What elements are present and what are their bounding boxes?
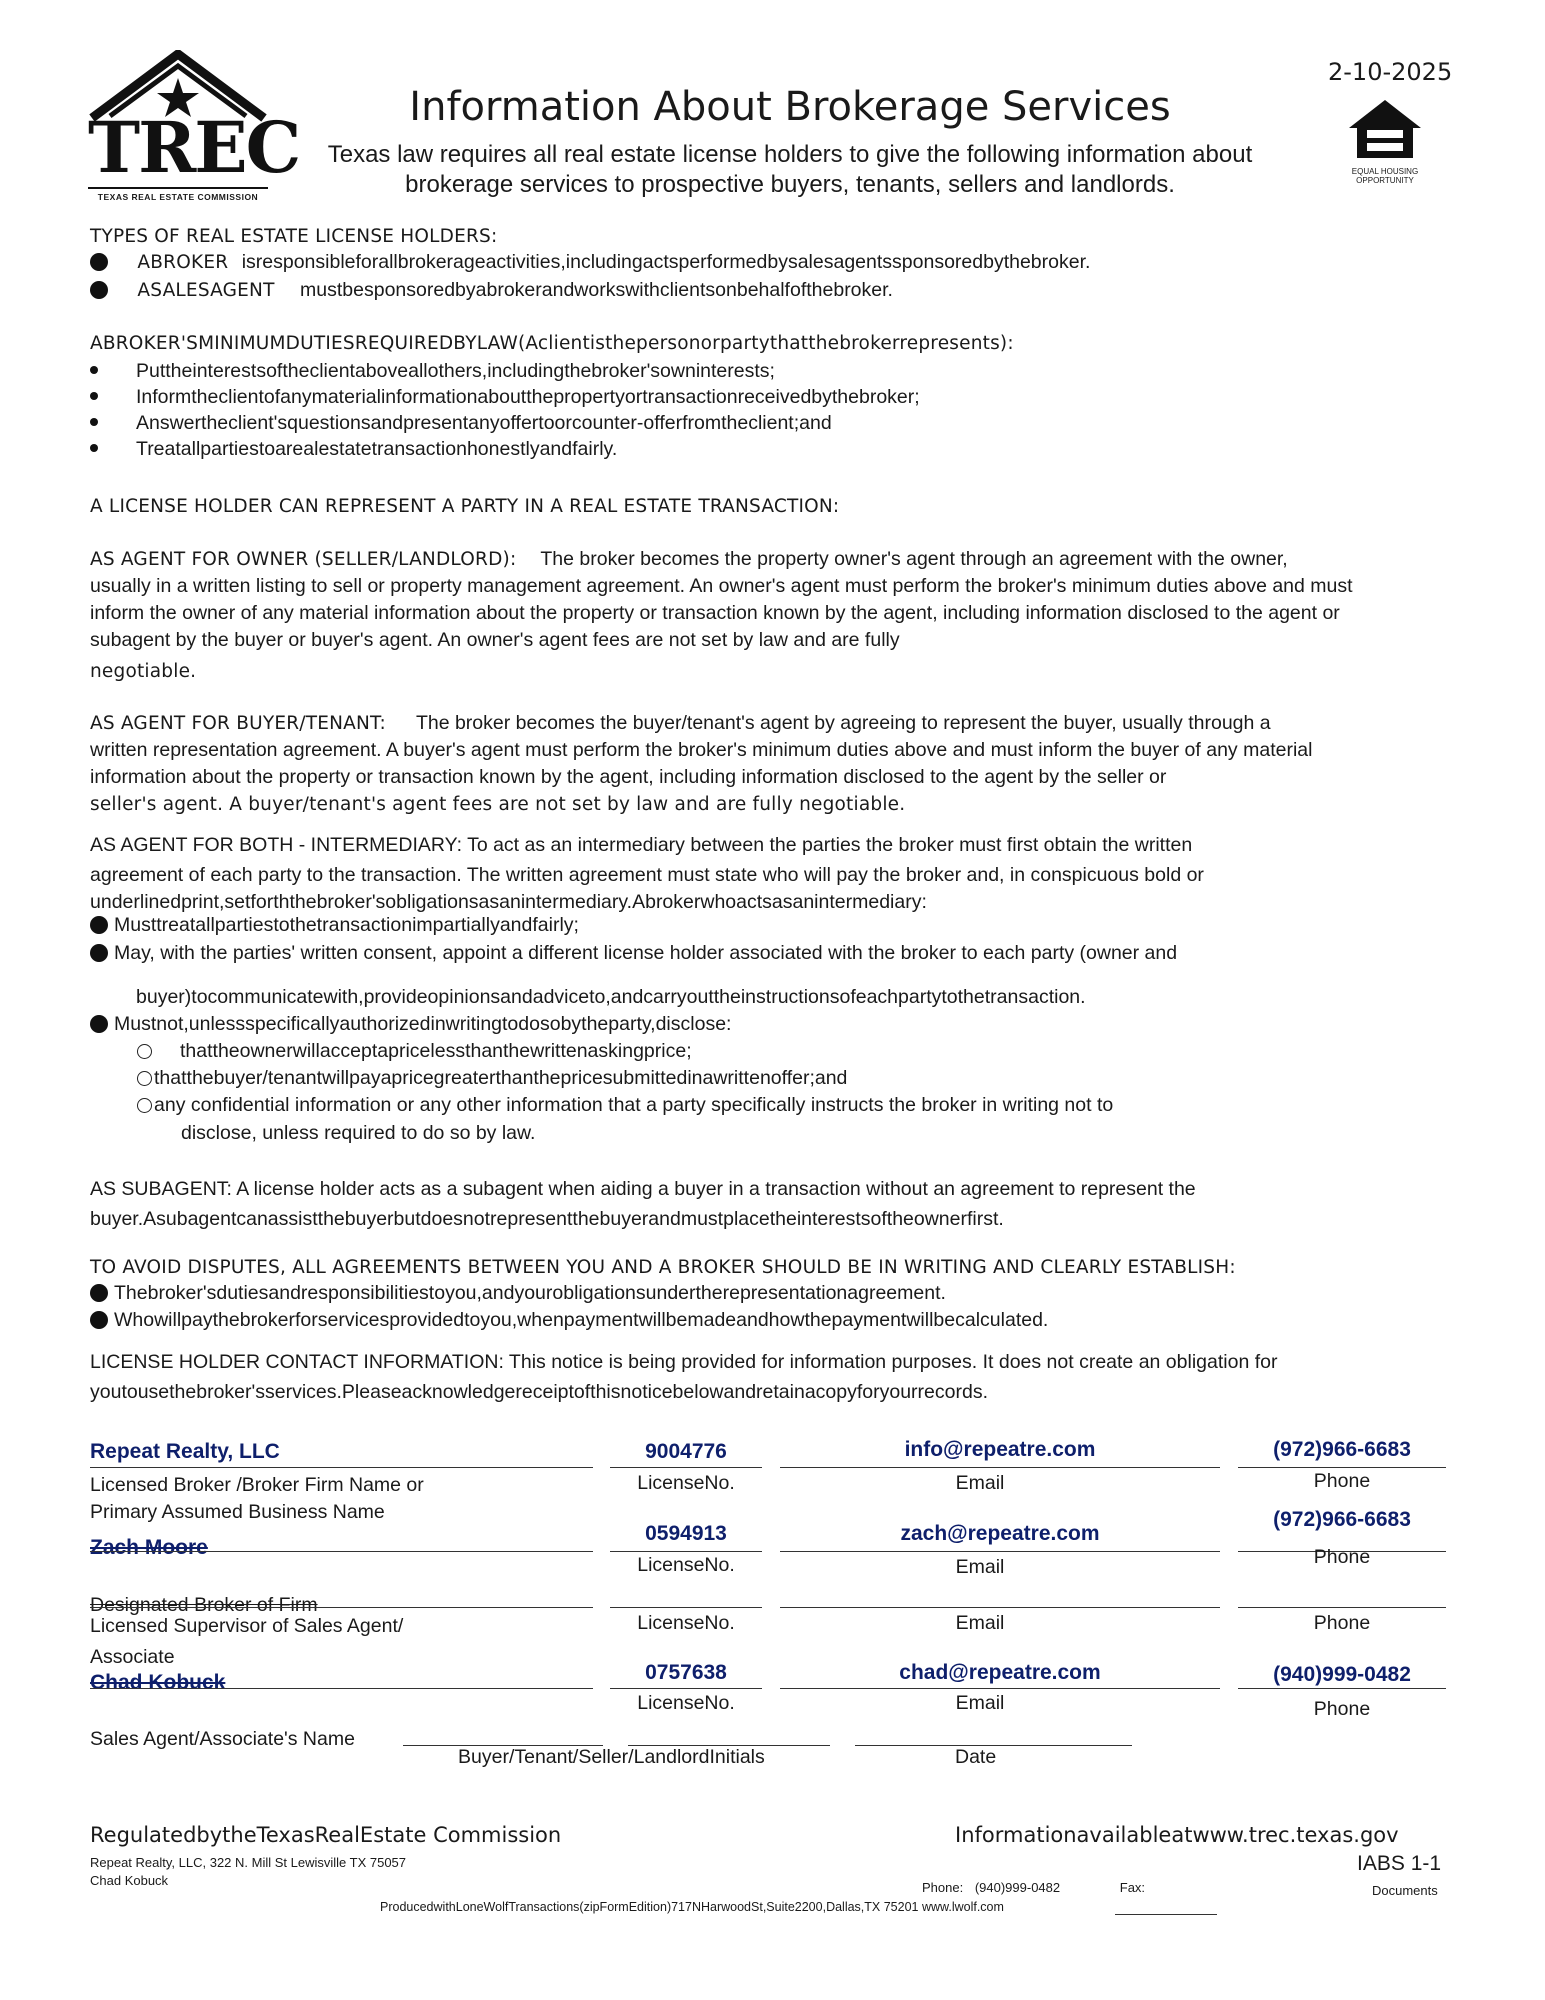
page-subtitle — [300, 140, 1280, 200]
sales-agent-email-value[interactable]: chad@repeatre.com — [899, 1661, 1101, 1684]
bullet-icon — [90, 1311, 108, 1329]
contact-line: youtousethebroker'sservices.Pleaseacknowledgereceiptofthisnoticebelowandretainacopyforyourrecords. — [90, 1381, 988, 1403]
duties-heading: ABROKER'SMINIMUMDUTIESREQUIREDBYLAW(Aclientisthepersonorpartythatthebrokerrepresents): — [90, 333, 1014, 354]
designated-broker-email-value[interactable]: zach@repeatre.com — [900, 1522, 1100, 1545]
owner-line: negotiable. — [90, 661, 197, 682]
hollow-bullet-icon — [137, 1044, 152, 1059]
disputes-heading: TO AVOID DISPUTES, ALL AGREEMENTS BETWEEN YOU AND A BROKER SHOULD BE IN WRITING AND CLEARLY ESTABLISH: — [90, 1257, 1236, 1278]
supervisor-name-line — [90, 1607, 593, 1608]
designated-broker-name-value[interactable]: Zach Moore — [90, 1536, 208, 1559]
supervisor-license-line — [610, 1607, 762, 1608]
trec-logo-text: TREC — [88, 106, 300, 189]
intermediary-line: underlinedprint,setforththebroker'sobligationsasanintermediary.Abrokerwhoactsasanintermediary: — [90, 891, 927, 913]
date-label: Date — [955, 1746, 997, 1768]
equal-housing-logo — [1345, 98, 1425, 188]
email-label: Email — [955, 1692, 1005, 1714]
intermediary-bullet-text: Musttreatallpartiestothetransactionimpartiallyandfairly; — [114, 914, 579, 936]
sales-agent-name-line — [90, 1688, 593, 1689]
footer-documents: Documents — [1372, 1883, 1438, 1898]
sales-agent-phone-line — [1238, 1688, 1446, 1689]
broker-text: isresponsibleforallbrokerageactivities,includingactsperformedbysalesagentssponsoredbythebroker. — [241, 251, 1091, 273]
contact-line: LICENSE HOLDER CONTACT INFORMATION: This notice is being provided for information purposes. It does not create an obligation for — [90, 1351, 1278, 1373]
intermediary-sub-item — [137, 1092, 1113, 1119]
phone-label: Phone — [1313, 1698, 1371, 1720]
license-no-label: LicenseNo. — [637, 1692, 735, 1714]
designated-broker-name-line — [90, 1551, 593, 1552]
intermediary-line: agreement of each party to the transaction. The written agreement must state who will pay the broker and, in conspicuous bold or — [90, 864, 1204, 886]
intermediary-bullet-text: May, with the parties' written consent, appoint a different license holder associated with the broker to each party (owner and — [114, 942, 1178, 964]
small-bullet-icon — [90, 392, 98, 400]
duty-text: Puttheinterestsoftheclientaboveallothers,includingthebroker'sowninterests; — [136, 360, 775, 382]
sales-agent-label: Sales Agent/Associate's Name — [90, 1728, 355, 1750]
bullet-icon — [90, 916, 108, 934]
footer-form-id: IABS 1-1 — [1357, 1852, 1442, 1875]
intermediary-bullet — [90, 940, 1177, 967]
buyer-paragraph — [90, 710, 1470, 818]
footer-agent-name: Chad Kobuck — [90, 1873, 169, 1888]
intermediary-paragraph — [90, 830, 1470, 914]
duty-item — [90, 384, 920, 411]
page-title: Information About Brokerage Services — [409, 84, 1171, 130]
duty-text: Treatallpartiestoarealestatetransactionhonestlyandfairly. — [136, 438, 618, 460]
email-label: Email — [955, 1556, 1005, 1578]
footer-fax-label: Fax: — [1119, 1880, 1146, 1895]
eho-label-1: EQUAL HOUSING — [1351, 167, 1419, 176]
sales-agent-phone-value[interactable]: (940)999-0482 — [1273, 1663, 1411, 1686]
form-date: 2-10-2025 — [1328, 58, 1453, 86]
types-heading: TYPES OF REAL ESTATE LICENSE HOLDERS: — [90, 226, 498, 247]
footer-phone — [922, 1880, 1145, 1895]
supervisor-label-line: Licensed Supervisor of Sales Agent/ — [90, 1615, 404, 1637]
broker-firm-phone-line — [1238, 1467, 1446, 1468]
phone-label: Phone — [1313, 1546, 1371, 1568]
buyer-line: written representation agreement. A buyer's agent must perform the broker's minimum duties above and must inform the buyer of any material — [90, 739, 1313, 761]
sales-agent-license-line — [610, 1688, 762, 1689]
duty-item — [90, 358, 775, 385]
supervisor-phone-line — [1238, 1607, 1446, 1608]
broker-firm-phone-value[interactable]: (972)966-6683 — [1273, 1438, 1411, 1461]
types-broker-item — [90, 249, 1490, 276]
footer-produced-line — [1115, 1914, 1217, 1915]
broker-firm-name-value[interactable]: Repeat Realty, LLC — [90, 1440, 280, 1463]
initials-label: Buyer/Tenant/Seller/LandlordInitials — [458, 1746, 765, 1768]
intermediary-bullet — [90, 1011, 731, 1038]
owner-label: AS AGENT FOR OWNER (SELLER/LANDLORD): — [90, 549, 517, 570]
agent-text: mustbesponsoredbyabrokerandworkswithclientsonbehalfofthebroker. — [300, 279, 893, 301]
disputes-bullet — [90, 1307, 1048, 1334]
subagent-line: AS SUBAGENT: A license holder acts as a subagent when aiding a buyer in a transaction without an agreement to represent the — [90, 1178, 1196, 1200]
agent-term: ASALESAGENT — [137, 280, 275, 301]
owner-line: usually in a written listing to sell or property management agreement. An owner's agent must perform the broker's minimum duties above and must — [90, 575, 1353, 597]
intermediary-bullet — [90, 912, 579, 939]
footer-address: Repeat Realty, LLC, 322 N. Mill St Lewisville TX 75057 — [90, 1855, 407, 1870]
broker-term: ABROKER — [137, 252, 229, 273]
subagent-line: buyer.Asubagentcanassistthebuyerbutdoesnotrepresentthebuyerandmustplacetheinterestsoftheownerfirst. — [90, 1208, 1004, 1230]
footer-regulated: RegulatedbytheTexasRealEstate Commission — [90, 1823, 562, 1847]
subagent-paragraph — [90, 1174, 1470, 1234]
disputes-bullet-text: Whowillpaythebrokerforservicesprovidedtoyou,whenpaymentwillbemadeandhowthepaymentwillbecalculated. — [114, 1309, 1049, 1331]
sales-agent-name-value[interactable]: Chad Kobuck — [90, 1671, 226, 1694]
trec-logo — [88, 50, 300, 202]
sales-agent-email-line — [780, 1688, 1220, 1689]
buyer-line: information about the property or transaction known by the agent, including information disclosed to the agent by the seller or — [90, 766, 1167, 788]
hollow-bullet-icon — [137, 1098, 152, 1113]
owner-line: inform the owner of any material information about the property or transaction known by the agent, including information disclosed to the agent or — [90, 602, 1340, 624]
intermediary-sub-text: thatthebuyer/tenantwillpayapricegreaterthanthepricesubmittedinawrittenoffer;and — [154, 1067, 848, 1089]
eho-label-2: OPPORTUNITY — [1356, 176, 1414, 185]
footer-produced: ProducedwithLoneWolfTransactions(zipFormEdition)717NHarwoodSt,Suite2200,Dallas,TX 75201 www.lwolf.com — [380, 1900, 1004, 1914]
broker-firm-email-line — [780, 1467, 1220, 1468]
contact-paragraph — [90, 1347, 1470, 1407]
disputes-bullet — [90, 1280, 946, 1307]
intermediary-sub-text: thattheownerwillacceptapricelessthanthewrittenaskingprice; — [180, 1040, 692, 1062]
owner-line: The broker becomes the property owner's agent through an agreement with the owner, — [540, 548, 1288, 570]
broker-firm-label — [90, 1472, 424, 1526]
phone-label: Phone — [1313, 1470, 1371, 1492]
bullet-icon — [90, 281, 108, 299]
disputes-bullet-text: Thebroker'sdutiesandresponsibilitiestoyou,andyourobligationsundertherepresentationagreement. — [114, 1282, 946, 1304]
intermediary-line: AS AGENT FOR BOTH - INTERMEDIARY: To act as an intermediary between the parties the broker must first obtain the written — [90, 834, 1193, 856]
duty-text: Informtheclientofanymaterialinformationaboutthepropertyortransactionreceivedbythebroker; — [136, 386, 920, 408]
owner-line: subagent by the buyer or buyer's agent. An owner's agent fees are not set by law and are fully — [90, 629, 900, 651]
designated-broker-phone-value[interactable]: (972)966-6683 — [1273, 1508, 1411, 1531]
trec-logo-subtext: TEXAS REAL ESTATE COMMISSION — [88, 187, 268, 202]
designated-broker-license-value[interactable]: 0594913 — [645, 1522, 727, 1545]
intermediary-bullet-continued: buyer)tocommunicatewith,provideopinionsandadviceto,andcarryouttheinstructionsofeachpartytothetransaction. — [136, 986, 1086, 1008]
firm-label-line: Licensed Broker /Broker Firm Name or — [90, 1474, 424, 1496]
intermediary-sub-item — [137, 1065, 847, 1092]
types-agent-item — [90, 277, 1490, 304]
intermediary-sub-text: any confidential information or any other information that a party specifically instructs the broker in writing not to — [154, 1094, 1114, 1116]
sales-agent-license-value[interactable]: 0757638 — [645, 1661, 727, 1684]
buyer-line: seller's agent. A buyer/tenant's agent fees are not set by law and are fully negotiable. — [90, 794, 906, 815]
buyer-line: The broker becomes the buyer/tenant's agent by agreeing to represent the buyer, usually through a — [415, 712, 1271, 734]
intermediary-bullet-text: Mustnot,unlessspecificallyauthorizedinwritingtodosobytheparty,disclose: — [114, 1013, 732, 1035]
broker-firm-name-line — [90, 1467, 593, 1468]
subtitle-line-2: brokerage services to prospective buyers, tenants, sellers and landlords. — [405, 171, 1175, 198]
footer-info: Informationavailableatwww.trec.texas.gov — [955, 1823, 1399, 1847]
footer-phone-value: (940)999-0482 — [974, 1880, 1061, 1895]
broker-firm-license-line — [610, 1467, 762, 1468]
license-no-label: LicenseNo. — [637, 1612, 735, 1634]
small-bullet-icon — [90, 366, 98, 374]
supervisor-label-line: Associate — [90, 1646, 175, 1668]
broker-firm-license-value[interactable]: 9004776 — [645, 1440, 727, 1463]
license-no-label: LicenseNo. — [637, 1554, 735, 1576]
subtitle-line-1: Texas law requires all real estate license holders to give the following information about — [327, 141, 1253, 168]
firm-label-line: Primary Assumed Business Name — [90, 1501, 385, 1523]
email-label: Email — [955, 1472, 1005, 1494]
buyer-label: AS AGENT FOR BUYER/TENANT: — [90, 713, 386, 734]
bullet-icon — [90, 1284, 108, 1302]
owner-paragraph — [90, 546, 1470, 685]
bullet-icon — [90, 253, 108, 271]
designated-broker-license-line — [610, 1551, 762, 1552]
duty-item — [90, 410, 832, 437]
hollow-bullet-icon — [137, 1071, 152, 1086]
duty-text: Answertheclient'squestionsandpresentanyoffertoorcounter-offerfromtheclient;and — [136, 412, 832, 434]
phone-label: Phone — [1313, 1612, 1371, 1634]
intermediary-sub-item — [137, 1038, 692, 1065]
supervisor-label — [90, 1611, 403, 1673]
small-bullet-icon — [90, 418, 98, 426]
equal-housing-icon — [1345, 98, 1425, 160]
supervisor-email-line — [780, 1607, 1220, 1608]
designated-broker-email-line — [780, 1551, 1220, 1552]
broker-firm-email-value[interactable]: info@repeatre.com — [904, 1438, 1096, 1461]
duty-item — [90, 436, 617, 463]
license-no-label: LicenseNo. — [637, 1472, 735, 1494]
bullet-icon — [90, 944, 108, 962]
represent-heading: A LICENSE HOLDER CAN REPRESENT A PARTY IN A REAL ESTATE TRANSACTION: — [90, 496, 840, 517]
designated-broker-label: Designated Broker of Firm — [90, 1594, 318, 1616]
email-label: Email — [955, 1612, 1005, 1634]
intermediary-sub-continued: disclose, unless required to do so by law. — [181, 1122, 536, 1144]
small-bullet-icon — [90, 444, 98, 452]
bullet-icon — [90, 1015, 108, 1033]
footer-phone-label: Phone: — [922, 1880, 964, 1895]
